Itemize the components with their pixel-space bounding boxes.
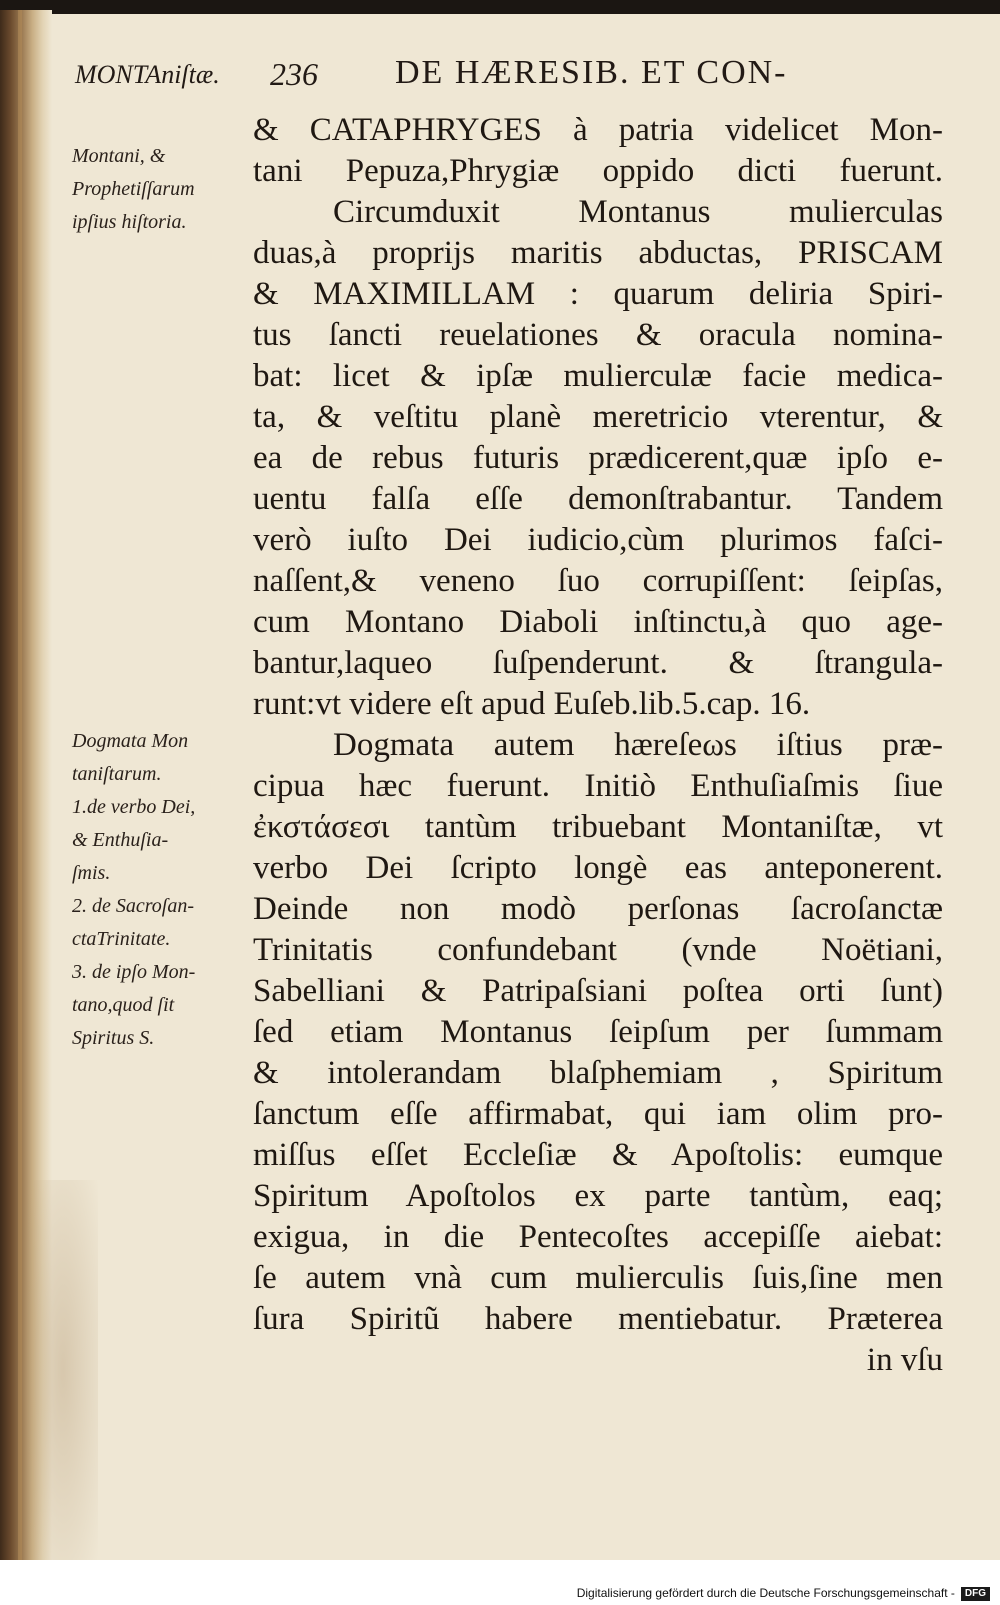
- margin-note-line: ſmis.: [72, 862, 111, 884]
- running-title: DE HÆRESIB. ET CON-: [395, 54, 788, 91]
- text-line: ſe autem vnà cum mulierculis ſuis,ſine men: [253, 1260, 943, 1296]
- dfg-logo: DFG: [961, 1587, 990, 1601]
- scan-top-edge: [0, 0, 1000, 14]
- margin-note-line: Spiritus S.: [72, 1027, 155, 1049]
- text-line: Sabelliani & Patripaſsiani poſtea orti ſunt): [253, 973, 943, 1009]
- margin-note-line: Montani, &: [72, 145, 166, 167]
- margin-note-line: 1.de verbo Dei,: [72, 796, 196, 818]
- margin-note-dogmata: [72, 725, 252, 1055]
- margin-note-montanus-history: [72, 140, 252, 239]
- margin-note-line: & Enthuſia-: [72, 829, 169, 851]
- margin-note-line: 2. de Sacroſan-: [72, 895, 195, 917]
- text-line: Deinde non modò perſonas ſacroſanctæ: [253, 891, 943, 927]
- text-line: duas,à proprijs maritis abductas, PRISCAM: [253, 235, 943, 271]
- text-line: & MAXIMILLAM : quarum deliria Spiri-: [253, 276, 943, 312]
- text-line: bantur,laqueo ſuſpenderunt. & ſtrangula-: [253, 645, 943, 681]
- text-line: & CATAPHRYGES à patria videlicet Mon-: [253, 112, 943, 148]
- text-line: Trinitatis confundebant (vnde Noëtiani,: [253, 932, 943, 968]
- text-line: uentu falſa eſſe demonſtrabantur. Tandem: [253, 481, 943, 517]
- text-line: miſſus eſſet Eccleſiæ & Apoſtolis: eumque: [253, 1137, 943, 1173]
- digitization-footer: [0, 1560, 1000, 1605]
- margin-note-line: ctaTrinitate.: [72, 928, 171, 950]
- text-line: ſed etiam Montanus ſeipſum per ſummam: [253, 1014, 943, 1050]
- text-line: runt:vt videre eſt apud Euſeb.lib.5.cap. 16.: [253, 686, 811, 722]
- text-line: ἐκστάσεσι tantùm tribuebant Montaniſtæ, vt: [253, 809, 943, 845]
- main-text-block: [253, 110, 943, 1381]
- credit-text: Digitalisierung gefördert durch die Deutsche Forschungsgemeinschaft -: [576, 1586, 955, 1600]
- text-line: Dogmata autem hæreſeωs iſtius præ-: [333, 727, 943, 763]
- text-line: bat: licet & ipſæ mulierculæ facie medica-: [253, 358, 943, 394]
- margin-note-line: tano,quod ſit: [72, 994, 175, 1016]
- page-number: 236: [270, 56, 318, 92]
- text-line: verò iuſto Dei iudicio,cùm plurimos faſci-: [253, 522, 943, 558]
- margin-note-line: Dogmata Mon: [72, 730, 189, 752]
- text-line: ſura Spiritũ habere mentiebatur. Præterea: [253, 1301, 943, 1337]
- text-line: Spiritum Apoſtolos ex parte tantùm, eaq;: [253, 1178, 943, 1214]
- margin-note-line: Prophetiſſarum: [72, 178, 195, 200]
- text-line: naſſent,& veneno ſuo corrupiſſent: ſeipſas,: [253, 563, 943, 599]
- text-line: cum Montano Diaboli inſtinctu,à quo age-: [253, 604, 943, 640]
- text-line: & intolerandam blaſphemiam , Spiritum: [253, 1055, 943, 1091]
- text-line: ſanctum eſſe affirmabat, qui iam olim pro-: [253, 1096, 943, 1132]
- digitization-credit: [577, 1586, 990, 1601]
- text-line: verbo Dei ſcripto longè eas anteponerent.: [253, 850, 943, 886]
- text-line: cipua hæc fuerunt. Initiò Enthuſiaſmis ſiue: [253, 768, 943, 804]
- margin-note-line: ipſius hiſtoria.: [72, 211, 187, 233]
- page-header: [75, 50, 935, 100]
- text-line: ta, & veſtitu planè meretricio vterentur, &: [253, 399, 943, 435]
- paper-stain: [28, 1180, 98, 1560]
- text-line: ea de rebus futuris prædicerent,quæ ipſo e-: [253, 440, 943, 476]
- text-line: tani Pepuza,Phrygiæ oppido dicti fuerunt.: [253, 153, 943, 189]
- margin-note-line: taniſtarum.: [72, 763, 162, 785]
- running-head-left: MONTAniſtæ.: [75, 60, 220, 89]
- text-line: exigua, in die Pentecoſtes accepiſſe aiebat:: [253, 1219, 943, 1255]
- binding-edge: [18, 10, 22, 1560]
- text-line: tus ſancti reuelationes & oracula nomina-: [253, 317, 943, 353]
- margin-note-line: 3. de ipſo Mon-: [72, 961, 196, 983]
- text-line: Circumduxit Montanus mulierculas: [333, 194, 943, 230]
- catchword: in vſu: [866, 1342, 943, 1378]
